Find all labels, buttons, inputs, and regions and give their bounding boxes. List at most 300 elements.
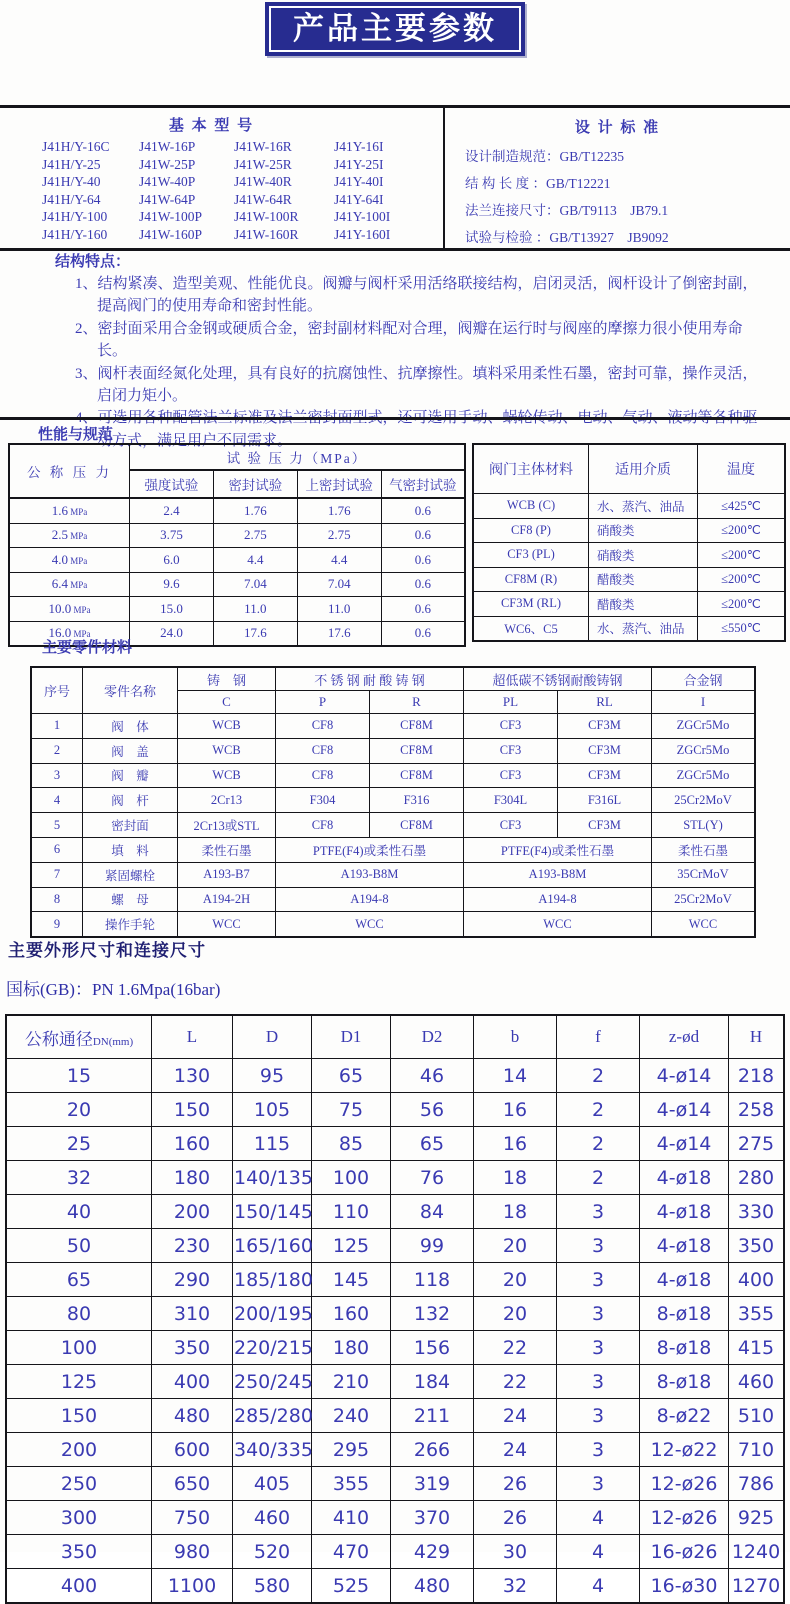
part-name: 螺 母 xyxy=(83,887,178,912)
dimension-value: 8-ø18 xyxy=(640,1297,729,1331)
dimension-value: 400 xyxy=(6,1569,152,1604)
col-air-seal-test: 气密封试验 xyxy=(381,470,465,498)
model-number: J41W-25P xyxy=(139,156,196,172)
dimension-value: 200/195 xyxy=(233,1297,312,1331)
part-material: 35CrMoV xyxy=(652,862,756,887)
part-material: CF3M xyxy=(558,714,652,739)
dimension-value: 110 xyxy=(312,1195,391,1229)
dimension-value: 290 xyxy=(152,1263,233,1297)
dimension-value: 2 xyxy=(557,1093,640,1127)
nominal-pressure xyxy=(9,572,130,597)
test-pressure-value: 11.0 xyxy=(297,597,381,622)
dimension-value: 26 xyxy=(474,1501,557,1535)
model-number: J41Y-16I xyxy=(334,139,384,154)
part-material: STL(Y) xyxy=(652,813,756,838)
col-seal-test: 密封试验 xyxy=(213,470,297,498)
part-material: CF3M xyxy=(558,738,652,763)
material-code: CF3M (RL) xyxy=(473,592,589,617)
model-number: J41W-25R xyxy=(234,156,292,172)
dimension-value: 156 xyxy=(391,1331,474,1365)
part-material: ZGCr5Mo xyxy=(652,714,756,739)
features-section xyxy=(55,252,767,452)
part-name: 紧固螺栓 xyxy=(83,862,178,887)
dimension-value: 280 xyxy=(729,1161,785,1195)
dimension-value: 125 xyxy=(312,1229,391,1263)
dimension-row xyxy=(6,1365,784,1399)
dimension-value: 85 xyxy=(312,1127,391,1161)
dimension-value: 56 xyxy=(391,1093,474,1127)
dimension-value: 980 xyxy=(152,1535,233,1569)
dimension-value: 200 xyxy=(6,1433,152,1467)
part-seq: 3 xyxy=(31,763,83,788)
dimension-value: 230 xyxy=(152,1229,233,1263)
part-material: WCB xyxy=(178,738,276,763)
part-material: 2Cr13或STL xyxy=(178,813,276,838)
temperature: ≤200℃ xyxy=(698,592,786,617)
group-alloy-steel: 合金钢 xyxy=(652,667,756,691)
part-material: CF8M xyxy=(370,763,464,788)
dimension-value: 210 xyxy=(312,1365,391,1399)
dimension-value: 4 xyxy=(557,1535,640,1569)
dimensions-subtitle: 国标(GB)：PN 1.6Mpa(16bar) xyxy=(6,980,221,999)
features-title: 结构特点： xyxy=(55,254,131,270)
dimension-value: 1240 xyxy=(729,1535,785,1569)
test-pressure-value: 6.0 xyxy=(130,548,214,573)
dimension-value: 285/280 xyxy=(233,1399,312,1433)
dimension-value: 319 xyxy=(391,1467,474,1501)
dimension-row xyxy=(6,1059,784,1093)
part-material: CF3 xyxy=(464,738,558,763)
dimension-value: 46 xyxy=(391,1059,474,1093)
pressure-row xyxy=(9,498,465,523)
test-pressure-value: 2.75 xyxy=(213,523,297,548)
part-material: CF3M xyxy=(558,763,652,788)
standard-label: 法兰连接尺寸： xyxy=(465,203,560,218)
part-name: 阀 杆 xyxy=(83,788,178,813)
dimension-value: 150 xyxy=(6,1399,152,1433)
performance-tables xyxy=(8,443,786,647)
dimension-value: 65 xyxy=(312,1059,391,1093)
test-pressure-value: 15.0 xyxy=(130,597,214,622)
dimension-value: 4-ø14 xyxy=(640,1059,729,1093)
col-zd: z-ød xyxy=(640,1015,729,1059)
dimension-value: 99 xyxy=(391,1229,474,1263)
grade-pl: PL xyxy=(464,691,558,714)
test-pressure-table xyxy=(8,443,466,647)
part-material: A194-8 xyxy=(276,887,464,912)
part-material: F304L xyxy=(464,788,558,813)
dimension-value: 4-ø18 xyxy=(640,1161,729,1195)
part-material: WCC xyxy=(464,912,652,937)
dimension-row xyxy=(6,1535,784,1569)
model-number: J41Y-160I xyxy=(334,226,391,242)
dimension-value: 786 xyxy=(729,1467,785,1501)
model-number: J41W-64R xyxy=(234,191,292,207)
model-number: J41W-16P xyxy=(139,139,196,154)
part-material: A194-2H xyxy=(178,887,276,912)
part-material: WCC xyxy=(276,912,464,937)
temperature: ≤200℃ xyxy=(698,518,786,543)
pn-value: 10.0 xyxy=(48,600,72,616)
dimension-value: 180 xyxy=(312,1331,391,1365)
part-row xyxy=(31,887,755,912)
col-D2: D2 xyxy=(391,1015,474,1059)
dimension-value: 132 xyxy=(391,1297,474,1331)
dimension-value: 140/135 xyxy=(233,1161,312,1195)
dimension-row xyxy=(6,1195,784,1229)
dimension-value: 510 xyxy=(729,1399,785,1433)
dimension-value: 115 xyxy=(233,1127,312,1161)
dimension-value: 118 xyxy=(391,1263,474,1297)
part-material: CF8 xyxy=(276,763,370,788)
dimension-value: 250 xyxy=(6,1467,152,1501)
pn-unit: MPa xyxy=(71,629,91,640)
part-material: 2Cr13 xyxy=(178,788,276,813)
dimension-value: 4-ø14 xyxy=(640,1127,729,1161)
test-pressure-value: 2.75 xyxy=(297,523,381,548)
grade-r: R xyxy=(370,691,464,714)
nominal-pressure xyxy=(9,523,130,548)
dimension-value: 84 xyxy=(391,1195,474,1229)
col-b: b xyxy=(474,1015,557,1059)
pn-value: 2.5 xyxy=(51,527,68,543)
dimension-value: 160 xyxy=(152,1127,233,1161)
dimension-value: 160 xyxy=(312,1297,391,1331)
col-H: H xyxy=(729,1015,785,1059)
parts-material-table xyxy=(30,666,756,938)
test-pressure-value: 7.04 xyxy=(297,572,381,597)
dimension-value: 250/245 xyxy=(233,1365,312,1399)
dimension-value: 460 xyxy=(233,1501,312,1535)
model-number: J41W-40P xyxy=(139,174,196,189)
dimension-value: 2 xyxy=(557,1127,640,1161)
dimension-value: 410 xyxy=(312,1501,391,1535)
part-material: 柔性石墨 xyxy=(178,837,276,862)
dimension-value: 580 xyxy=(233,1569,312,1604)
test-pressure-value: 0.6 xyxy=(381,523,465,548)
material-code: CF8 (P) xyxy=(473,518,589,543)
model-number: J41Y-64I xyxy=(334,191,384,207)
dimension-value: 350 xyxy=(152,1331,233,1365)
materials-title: 主要零件材料 xyxy=(42,640,133,656)
part-row xyxy=(31,738,755,763)
part-row xyxy=(31,912,755,937)
grade-i: I xyxy=(652,691,756,714)
dimension-value: 370 xyxy=(391,1501,474,1535)
dimension-value: 525 xyxy=(312,1569,391,1604)
dimension-row xyxy=(6,1297,784,1331)
dimension-value: 4-ø18 xyxy=(640,1195,729,1229)
part-material: A193-B8M xyxy=(276,862,464,887)
dimension-value: 258 xyxy=(729,1093,785,1127)
temperature: ≤550℃ xyxy=(698,616,786,641)
part-material: PTFE(F4)或柔性石墨 xyxy=(464,837,652,862)
dimension-value: 24 xyxy=(474,1399,557,1433)
dimension-value: 95 xyxy=(233,1059,312,1093)
dimension-value: 76 xyxy=(391,1161,474,1195)
dimension-value: 3 xyxy=(557,1467,640,1501)
part-name: 填 料 xyxy=(83,837,178,862)
test-pressure-value: 0.6 xyxy=(381,498,465,523)
dimension-value: 355 xyxy=(729,1297,785,1331)
part-seq: 8 xyxy=(31,887,83,912)
medium: 硝酸类 xyxy=(589,543,698,568)
medium: 水、蒸汽、油品 xyxy=(589,494,698,519)
temperature: ≤425℃ xyxy=(698,494,786,519)
dimension-value: 211 xyxy=(391,1399,474,1433)
dimension-value: 4 xyxy=(557,1501,640,1535)
part-seq: 4 xyxy=(31,788,83,813)
part-material: CF8 xyxy=(276,738,370,763)
test-pressure-value: 0.6 xyxy=(381,597,465,622)
feature-item: 2、密封面采用合金钢或硬质合金，密封副材料配对合理，阀瓣在运行时与阀座的摩擦力很小使用寿命长。 xyxy=(75,320,743,360)
part-material: WCC xyxy=(178,912,276,937)
dimension-value: 300 xyxy=(6,1501,152,1535)
medium: 醋酸类 xyxy=(589,567,698,592)
pn-value: 1.6 xyxy=(51,502,68,518)
part-material: WCB xyxy=(178,763,276,788)
performance-title: 性能与规范 xyxy=(38,427,114,443)
dimension-value: 180 xyxy=(152,1161,233,1195)
part-material: CF8M xyxy=(370,738,464,763)
dimension-value: 275 xyxy=(729,1127,785,1161)
dimension-value: 145 xyxy=(312,1263,391,1297)
dimension-value: 50 xyxy=(6,1229,152,1263)
dimension-value: 8-ø22 xyxy=(640,1399,729,1433)
dimension-value: 22 xyxy=(474,1331,557,1365)
col-medium: 适用介质 xyxy=(589,444,698,494)
dimension-value: 25 xyxy=(6,1127,152,1161)
dimension-value: 350 xyxy=(729,1229,785,1263)
col-D: D xyxy=(233,1015,312,1059)
dimension-value: 710 xyxy=(729,1433,785,1467)
pn-unit: MPa xyxy=(67,555,88,566)
part-name: 阀 体 xyxy=(83,714,178,739)
standard-line xyxy=(465,143,790,170)
dimension-value: 3 xyxy=(557,1297,640,1331)
standard-line xyxy=(465,224,790,251)
dimension-value: 480 xyxy=(391,1569,474,1604)
dimension-value: 150 xyxy=(152,1093,233,1127)
test-pressure-value: 11.0 xyxy=(213,597,297,622)
dimension-value: 16 xyxy=(474,1127,557,1161)
dimension-value: 429 xyxy=(391,1535,474,1569)
dimension-value: 20 xyxy=(474,1263,557,1297)
standard-line xyxy=(465,170,790,197)
material-row xyxy=(473,494,785,519)
dimension-value: 925 xyxy=(729,1501,785,1535)
dimension-value: 650 xyxy=(152,1467,233,1501)
part-material: F316L xyxy=(558,788,652,813)
dimension-value: 220/215 xyxy=(233,1331,312,1365)
col-part-name: 零件名称 xyxy=(83,667,178,714)
model-number: J41Y-100I xyxy=(334,209,391,224)
pressure-row xyxy=(9,548,465,573)
col-valve-material: 阀门主体材料 xyxy=(473,444,589,494)
dimension-value: 100 xyxy=(312,1161,391,1195)
pressure-row xyxy=(9,597,465,622)
section-divider xyxy=(0,417,790,420)
part-seq: 7 xyxy=(31,862,83,887)
dimension-value: 18 xyxy=(474,1161,557,1195)
dimensions-title: 主要外形尺寸和连接尺寸 xyxy=(8,941,206,960)
dimension-value: 150/145 xyxy=(233,1195,312,1229)
part-name: 密封面 xyxy=(83,813,178,838)
dimension-value: 20 xyxy=(474,1229,557,1263)
part-row xyxy=(31,788,755,813)
dimension-value: 460 xyxy=(729,1365,785,1399)
standard-value: GB/T12235 xyxy=(559,149,625,164)
model-number: J41W-100R xyxy=(234,209,299,224)
dimension-value: 105 xyxy=(233,1093,312,1127)
dimension-value: 20 xyxy=(474,1297,557,1331)
dimensions-table xyxy=(5,1014,785,1604)
part-material: WCC xyxy=(652,912,756,937)
part-material: A193-B7 xyxy=(178,862,276,887)
body-material-table xyxy=(472,443,786,642)
nominal-pressure xyxy=(9,597,130,622)
part-material: A193-B8M xyxy=(464,862,652,887)
dimension-value: 405 xyxy=(233,1467,312,1501)
dimension-value: 4 xyxy=(557,1569,640,1604)
dimension-value: 4-ø14 xyxy=(640,1093,729,1127)
dimension-value: 3 xyxy=(557,1229,640,1263)
dimension-value: 266 xyxy=(391,1433,474,1467)
dimension-value: 65 xyxy=(6,1263,152,1297)
pn-unit: MPa xyxy=(67,580,88,591)
group-low-carbon-stainless: 超低碳不锈钢耐酸铸钢 xyxy=(464,667,652,691)
dimension-value: 100 xyxy=(6,1331,152,1365)
pn-value: 6.4 xyxy=(51,576,68,592)
part-row xyxy=(31,813,755,838)
nominal-pressure xyxy=(9,498,130,523)
col-upper-seal-test: 上密封试验 xyxy=(297,470,381,498)
part-material: A194-8 xyxy=(464,887,652,912)
dimension-row xyxy=(6,1127,784,1161)
col-D1: D1 xyxy=(312,1015,391,1059)
dimension-value: 400 xyxy=(152,1365,233,1399)
page-title: 产品主要参数 xyxy=(269,6,521,52)
dimension-row xyxy=(6,1399,784,1433)
pn-unit: MPa xyxy=(71,604,91,615)
dimension-value: 130 xyxy=(152,1059,233,1093)
model-number: J41Y-25I xyxy=(334,156,384,172)
dimension-value: 20 xyxy=(6,1093,152,1127)
dimension-row xyxy=(6,1229,784,1263)
dimension-value: 3 xyxy=(557,1365,640,1399)
dimension-value: 480 xyxy=(152,1399,233,1433)
title-banner xyxy=(265,2,525,56)
dimension-value: 520 xyxy=(233,1535,312,1569)
dimension-value: 3 xyxy=(557,1399,640,1433)
grade-rl: RL xyxy=(558,691,652,714)
dimension-value: 240 xyxy=(312,1399,391,1433)
dimension-value: 40 xyxy=(6,1195,152,1229)
dimension-value: 8-ø18 xyxy=(640,1331,729,1365)
dimension-value: 185/180 xyxy=(233,1263,312,1297)
part-row xyxy=(31,862,755,887)
part-material: WCB xyxy=(178,714,276,739)
part-seq: 6 xyxy=(31,837,83,862)
model-number: J41W-100P xyxy=(139,209,203,224)
test-pressure-value: 4.4 xyxy=(297,548,381,573)
model-number: J41W-160P xyxy=(139,226,203,242)
test-pressure-value: 24.0 xyxy=(130,621,214,646)
feature-item: 3、阀杆表面经氮化处理，具有良好的抗腐蚀性、抗摩擦性。填料采用柔性石墨，密封可靠，操作灵活，启闭力矩小。 xyxy=(75,365,758,405)
material-code: WC6、C5 xyxy=(473,616,589,641)
col-dn: 公称通径DN(mm) xyxy=(6,1015,152,1059)
material-row xyxy=(473,567,785,592)
material-row xyxy=(473,592,785,617)
part-material: 柔性石墨 xyxy=(652,837,756,862)
dimension-value: 26 xyxy=(474,1467,557,1501)
feature-item: 1、结构紧凑、造型美观、性能优良。阀瓣与阀杆采用活络联接结构，启闭灵活，阀杆设计了倒密封副，提高阀门的使用寿命和密封性能。 xyxy=(75,276,758,315)
models-grid xyxy=(0,138,443,243)
test-pressure-value: 0.6 xyxy=(381,572,465,597)
medium: 水、蒸汽、油品 xyxy=(589,616,698,641)
test-pressure-value: 9.6 xyxy=(130,572,214,597)
dimension-value: 16-ø30 xyxy=(640,1569,729,1604)
standards-title: 设 计 标 准 xyxy=(574,120,661,136)
dimension-value: 1100 xyxy=(152,1569,233,1604)
part-material: 25Cr2MoV xyxy=(652,788,756,813)
model-number: J41H/Y-16C xyxy=(42,139,110,154)
pressure-row xyxy=(9,523,465,548)
material-code: CF8M (R) xyxy=(473,567,589,592)
dimension-value: 65 xyxy=(391,1127,474,1161)
col-temperature: 温度 xyxy=(698,444,786,494)
model-number: J41Y-40I xyxy=(334,174,384,189)
dimension-value: 340/335 xyxy=(233,1433,312,1467)
dimension-value: 15 xyxy=(6,1059,152,1093)
col-f: f xyxy=(557,1015,640,1059)
standard-value: GB/T12221 xyxy=(546,176,611,191)
standard-label: 设计制造规范： xyxy=(465,149,560,164)
dimension-value: 310 xyxy=(152,1297,233,1331)
dimension-value: 2 xyxy=(557,1161,640,1195)
dimension-row xyxy=(6,1161,784,1195)
test-pressure-value: 0.6 xyxy=(381,548,465,573)
standards-list xyxy=(445,143,790,251)
pressure-row xyxy=(9,572,465,597)
part-material: CF8 xyxy=(276,714,370,739)
test-pressure-value: 3.75 xyxy=(130,523,214,548)
nominal-pressure xyxy=(9,548,130,573)
material-row xyxy=(473,543,785,568)
standard-value: GB/T13927 JB9092 xyxy=(549,230,669,245)
dimension-value: 8-ø18 xyxy=(640,1365,729,1399)
design-standards-section xyxy=(445,108,790,248)
dimension-value: 3 xyxy=(557,1263,640,1297)
dimension-value: 4-ø18 xyxy=(640,1229,729,1263)
standard-line xyxy=(465,197,790,224)
dimension-value: 12-ø26 xyxy=(640,1467,729,1501)
dimension-value: 12-ø22 xyxy=(640,1433,729,1467)
dimension-value: 3 xyxy=(557,1195,640,1229)
part-material: CF8 xyxy=(276,813,370,838)
standard-value: GB/T9113 JB79.1 xyxy=(559,203,669,218)
standard-label: 试验与检验 ： xyxy=(465,230,550,245)
dimension-value: 350 xyxy=(6,1535,152,1569)
dimension-value: 16-ø26 xyxy=(640,1535,729,1569)
standard-label: 结 构 长 度 ： xyxy=(465,176,546,191)
part-material: ZGCr5Mo xyxy=(652,763,756,788)
dimension-value: 600 xyxy=(152,1433,233,1467)
dimension-value: 12-ø26 xyxy=(640,1501,729,1535)
feature-item: 4、可选用各种配管法兰标准及法兰密封面型式，还可选用手动、蜗轮传动、电动、气动、液动等各种驱动方式，满足用户不同需求。 xyxy=(75,410,758,449)
part-seq: 2 xyxy=(31,738,83,763)
col-strength-test: 强度试验 xyxy=(130,470,214,498)
